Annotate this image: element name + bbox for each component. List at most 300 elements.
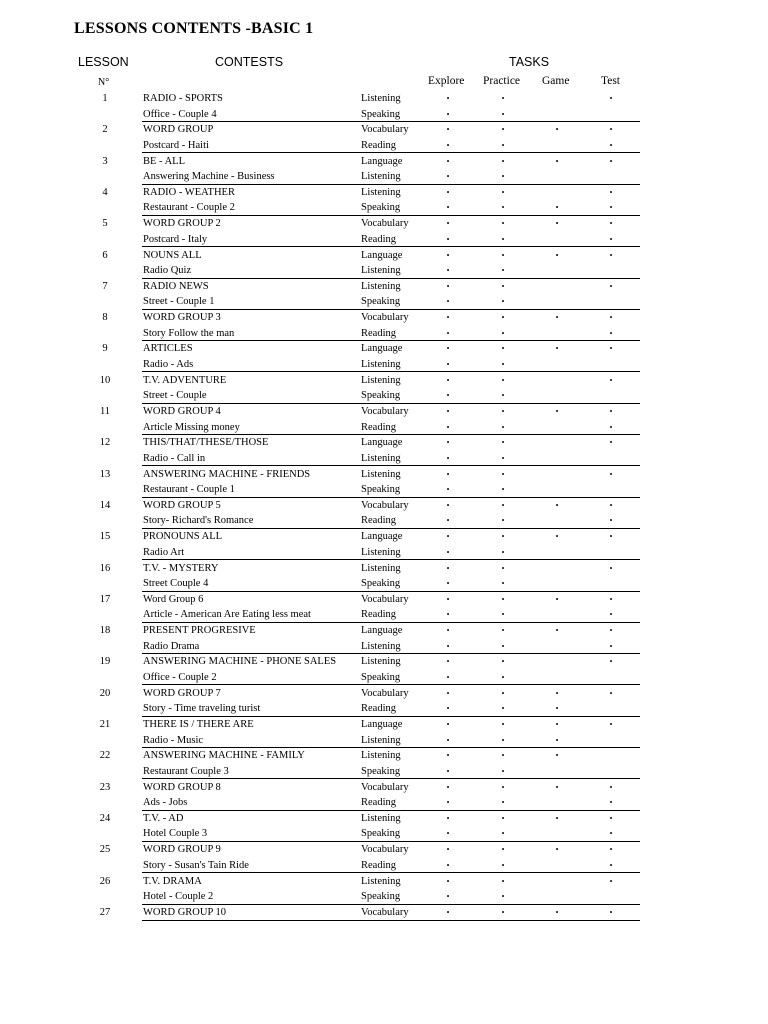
lesson-topic: Radio - Music — [143, 734, 204, 746]
lesson-skill: Language — [361, 155, 403, 167]
task-game-bullet: • — [555, 813, 559, 823]
task-game-bullet: • — [555, 203, 559, 213]
task-explore-bullet: • — [446, 516, 450, 526]
lesson-skill: Vocabulary — [361, 687, 409, 699]
lesson-line — [0, 592, 768, 607]
header-number: N° — [98, 77, 110, 88]
lesson-skill: Vocabulary — [361, 499, 409, 511]
task-explore-bullet: • — [446, 94, 450, 103]
lesson-line — [0, 373, 768, 388]
lesson-line — [0, 404, 768, 419]
lesson-topic: NOUNS ALL — [143, 249, 202, 261]
table-row — [0, 561, 768, 592]
lesson-topic: WORD GROUP 7 — [143, 687, 221, 699]
table-row — [0, 373, 768, 404]
lesson-number: 24 — [99, 812, 111, 824]
task-practice-bullet: • — [501, 735, 505, 745]
lesson-skill: Reading — [361, 609, 396, 621]
task-explore-bullet: • — [446, 219, 450, 229]
lesson-topic: Restaurant - Couple 2 — [143, 202, 235, 214]
task-test-bullet: • — [609, 688, 613, 698]
task-explore-bullet: • — [446, 563, 450, 573]
lesson-topic: Restaurant - Couple 1 — [143, 484, 235, 496]
lesson-line — [0, 420, 768, 435]
task-practice-bullet: • — [501, 798, 505, 808]
task-practice-bullet: • — [501, 422, 505, 432]
lesson-number: 16 — [99, 562, 111, 574]
task-practice-bullet: • — [501, 281, 505, 291]
task-game-bullet: • — [555, 735, 559, 745]
task-practice-bullet: • — [501, 172, 505, 182]
lesson-number: 22 — [99, 750, 111, 762]
table-row — [0, 185, 768, 216]
lesson-topic: T.V. - MYSTERY — [143, 562, 219, 574]
task-game-bullet: • — [555, 407, 559, 416]
lesson-line — [0, 388, 768, 403]
lesson-number: 20 — [99, 687, 111, 699]
task-practice-bullet: • — [501, 688, 505, 698]
lesson-number: 18 — [99, 625, 111, 637]
table-row — [0, 248, 768, 279]
lesson-line — [0, 780, 768, 795]
lesson-number: 25 — [99, 844, 111, 856]
task-explore-bullet: • — [446, 610, 450, 620]
task-test-bullet: • — [609, 641, 613, 651]
lesson-topic: Radio Quiz — [143, 265, 192, 277]
task-practice-bullet: • — [501, 109, 505, 119]
lesson-topic: Story- Richard's Romance — [143, 515, 254, 527]
task-explore-bullet: • — [446, 547, 450, 557]
lesson-line — [0, 874, 768, 889]
lesson-line — [0, 670, 768, 685]
lesson-skill: Speaking — [361, 891, 401, 903]
lesson-skill: Vocabulary — [361, 593, 409, 605]
lesson-topic: Answering Machine - Business — [143, 171, 275, 183]
task-test-bullet: • — [609, 313, 613, 323]
lesson-number: 11 — [99, 406, 111, 417]
task-practice-bullet: • — [501, 829, 505, 839]
task-test-bullet: • — [609, 516, 613, 526]
lesson-line — [0, 764, 768, 779]
lesson-number: 5 — [102, 218, 108, 230]
lesson-line — [0, 561, 768, 576]
task-practice-bullet: • — [501, 219, 505, 229]
table-row — [0, 623, 768, 654]
lesson-number: 1 — [102, 93, 108, 104]
row-divider — [142, 920, 640, 921]
lesson-skill: Vocabulary — [361, 906, 409, 918]
task-practice-bullet: • — [501, 266, 505, 276]
lesson-topic: Hotel Couple 3 — [143, 828, 208, 840]
task-test-bullet: • — [609, 375, 613, 385]
lesson-topic: WORD GROUP 5 — [143, 499, 221, 511]
lesson-number: 10 — [99, 374, 111, 386]
lesson-line — [0, 216, 768, 231]
lesson-topic: BE - ALL — [143, 155, 185, 167]
table-row — [0, 404, 768, 435]
lesson-number: 17 — [99, 593, 111, 605]
task-test-bullet: • — [609, 657, 613, 667]
table-row — [0, 467, 768, 498]
lesson-line — [0, 467, 768, 482]
lesson-skill: Listening — [361, 280, 401, 292]
task-test-bullet: • — [609, 532, 613, 542]
lesson-skill: Reading — [361, 859, 396, 871]
lesson-number: 21 — [99, 719, 111, 730]
lesson-topic: Story Follow the man — [143, 327, 235, 339]
task-test-bullet: • — [609, 829, 613, 839]
lesson-line — [0, 733, 768, 748]
table-row — [0, 717, 768, 748]
task-game-bullet: • — [555, 704, 559, 714]
task-practice-bullet: • — [501, 672, 505, 682]
task-game-bullet: • — [555, 907, 559, 917]
lesson-line — [0, 294, 768, 309]
table-row — [0, 341, 768, 372]
task-explore-bullet: • — [446, 485, 450, 495]
table-row — [0, 279, 768, 310]
table-row — [0, 216, 768, 247]
lesson-topic: PRONOUNS ALL — [143, 531, 223, 543]
task-explore-bullet: • — [446, 203, 450, 213]
lesson-line — [0, 576, 768, 591]
task-practice-bullet: • — [501, 626, 505, 636]
task-test-bullet: • — [609, 782, 613, 792]
task-game-bullet: • — [555, 313, 559, 323]
task-explore-bullet: • — [446, 266, 450, 276]
task-explore-bullet: • — [446, 782, 450, 792]
task-game-bullet: • — [555, 532, 559, 542]
task-explore-bullet: • — [446, 641, 450, 651]
task-explore-bullet: • — [446, 422, 450, 432]
lesson-line — [0, 607, 768, 622]
table-row — [0, 435, 768, 466]
lesson-topic: WORD GROUP 9 — [143, 844, 221, 856]
lesson-number: 6 — [102, 249, 108, 261]
task-game-bullet: • — [555, 782, 559, 792]
lesson-topic: WORD GROUP 8 — [143, 781, 221, 793]
lesson-topic: Street Couple 4 — [143, 578, 209, 590]
task-explore-bullet: • — [446, 626, 450, 636]
lesson-topic: Restaurant Couple 3 — [143, 765, 229, 777]
lesson-number: 13 — [99, 468, 111, 480]
task-explore-bullet: • — [446, 532, 450, 542]
table-row — [0, 654, 768, 685]
task-practice-bullet: • — [501, 453, 505, 463]
task-test-bullet: • — [609, 563, 613, 573]
task-explore-bullet: • — [446, 798, 450, 808]
task-explore-bullet: • — [446, 140, 450, 150]
lesson-skill: Listening — [361, 171, 401, 183]
lesson-topic: PRESENT PROGRESIVE — [143, 625, 256, 637]
table-row — [0, 91, 768, 122]
task-practice-bullet: • — [501, 359, 505, 369]
lesson-skill: Listening — [361, 546, 401, 558]
lesson-line — [0, 451, 768, 466]
task-practice-bullet: • — [501, 500, 505, 510]
lesson-skill: Language — [361, 343, 403, 355]
task-practice-bullet: • — [501, 751, 505, 761]
task-explore-bullet: • — [446, 688, 450, 698]
lesson-line — [0, 232, 768, 247]
task-game-bullet: • — [555, 156, 559, 166]
lesson-skill: Listening — [361, 750, 401, 762]
lesson-line — [0, 498, 768, 513]
header-tasks: TASKS — [509, 55, 550, 69]
lesson-skill: Listening — [361, 374, 401, 386]
task-test-bullet: • — [609, 500, 613, 510]
table-row — [0, 592, 768, 623]
lesson-topic: Radio - Call in — [143, 452, 206, 464]
task-practice-bullet: • — [501, 892, 505, 902]
lesson-number: 26 — [99, 875, 111, 887]
lesson-skill: Language — [361, 249, 403, 261]
task-test-bullet: • — [609, 626, 613, 636]
lesson-line — [0, 811, 768, 826]
task-game-bullet: • — [555, 250, 559, 260]
lesson-number: 19 — [99, 656, 111, 668]
lesson-topic: RADIO - SPORTS — [143, 93, 223, 104]
task-test-bullet: • — [609, 438, 613, 448]
task-game-bullet: • — [555, 594, 559, 604]
task-practice-bullet: • — [501, 94, 505, 103]
lesson-line — [0, 263, 768, 278]
task-practice-bullet: • — [501, 579, 505, 589]
lesson-skill: Listening — [361, 452, 401, 464]
task-explore-bullet: • — [446, 845, 450, 855]
lesson-skill: Vocabulary — [361, 124, 409, 136]
header-test: Test — [601, 75, 620, 87]
task-practice-bullet: • — [501, 641, 505, 651]
task-explore-bullet: • — [446, 125, 450, 135]
task-practice-bullet: • — [501, 234, 505, 244]
task-explore-bullet: • — [446, 704, 450, 714]
lesson-line — [0, 169, 768, 184]
task-test-bullet: • — [609, 234, 613, 244]
task-test-bullet: • — [609, 407, 613, 416]
task-test-bullet: • — [609, 469, 613, 479]
lesson-topic: Ads - Jobs — [143, 797, 188, 809]
task-explore-bullet: • — [446, 234, 450, 244]
lesson-line — [0, 91, 768, 106]
task-explore-bullet: • — [446, 359, 450, 369]
lesson-number: 7 — [102, 280, 108, 292]
task-explore-bullet: • — [446, 109, 450, 119]
task-test-bullet: • — [609, 813, 613, 823]
task-explore-bullet: • — [446, 892, 450, 902]
lesson-line — [0, 701, 768, 716]
header-practice: Practice — [483, 75, 521, 87]
task-game-bullet: • — [555, 219, 559, 229]
lesson-line — [0, 639, 768, 654]
lesson-topic: ANSWERING MACHINE - FAMILY — [143, 750, 305, 762]
lesson-line — [0, 858, 768, 873]
lesson-skill: Listening — [361, 358, 401, 370]
lesson-number: 12 — [99, 437, 111, 449]
table-row — [0, 905, 768, 936]
task-game-bullet: • — [555, 500, 559, 510]
task-explore-bullet: • — [446, 391, 450, 401]
task-practice-bullet: • — [501, 532, 505, 542]
lesson-skill: Reading — [361, 703, 396, 715]
task-explore-bullet: • — [446, 579, 450, 589]
task-explore-bullet: • — [446, 344, 450, 354]
lesson-topic: Radio Art — [143, 546, 185, 558]
lesson-number: 9 — [102, 343, 108, 355]
task-test-bullet: • — [609, 422, 613, 432]
page-title: LESSONS CONTENTS -BASIC 1 — [74, 20, 314, 37]
task-explore-bullet: • — [446, 187, 450, 197]
lesson-line — [0, 310, 768, 325]
task-explore-bullet: • — [446, 720, 450, 729]
task-explore-bullet: • — [446, 375, 450, 385]
task-practice-bullet: • — [501, 125, 505, 135]
lesson-line — [0, 122, 768, 137]
lesson-skill: Speaking — [361, 828, 401, 840]
task-test-bullet: • — [609, 187, 613, 197]
task-practice-bullet: • — [501, 485, 505, 495]
task-explore-bullet: • — [446, 907, 450, 917]
task-test-bullet: • — [609, 94, 613, 103]
task-practice-bullet: • — [501, 297, 505, 307]
lesson-skill: Listening — [361, 562, 401, 574]
task-game-bullet: • — [555, 751, 559, 761]
lesson-skill: Language — [361, 719, 403, 730]
task-test-bullet: • — [609, 594, 613, 604]
lesson-skill: Reading — [361, 515, 396, 527]
lesson-topic: Radio - Ads — [143, 358, 194, 370]
lesson-number: 8 — [102, 312, 108, 324]
task-game-bullet: • — [555, 720, 559, 729]
task-test-bullet: • — [609, 845, 613, 855]
task-practice-bullet: • — [501, 516, 505, 526]
table-row — [0, 748, 768, 779]
table-row — [0, 811, 768, 842]
lesson-line — [0, 905, 768, 920]
lesson-skill: Listening — [361, 468, 401, 480]
lesson-number: 23 — [99, 781, 111, 793]
lesson-topic: WORD GROUP 3 — [143, 312, 221, 324]
task-test-bullet: • — [609, 125, 613, 135]
task-explore-bullet: • — [446, 453, 450, 463]
task-explore-bullet: • — [446, 250, 450, 260]
lesson-skill: Speaking — [361, 578, 401, 590]
task-test-bullet: • — [609, 860, 613, 870]
lesson-topic: Story - Susan's Tain Ride — [143, 859, 249, 871]
task-explore-bullet: • — [446, 735, 450, 745]
lesson-number: 15 — [99, 531, 111, 543]
task-test-bullet: • — [609, 610, 613, 620]
lesson-skill: Speaking — [361, 765, 401, 777]
task-practice-bullet: • — [501, 704, 505, 714]
lesson-line — [0, 154, 768, 169]
task-explore-bullet: • — [446, 500, 450, 510]
task-explore-bullet: • — [446, 657, 450, 667]
lesson-skill: Vocabulary — [361, 312, 409, 324]
task-explore-bullet: • — [446, 469, 450, 479]
task-explore-bullet: • — [446, 407, 450, 416]
lesson-topic: Article Missing money — [143, 421, 240, 433]
lesson-line — [0, 279, 768, 294]
task-game-bullet: • — [555, 626, 559, 636]
task-explore-bullet: • — [446, 876, 450, 886]
task-practice-bullet: • — [501, 375, 505, 385]
lesson-line — [0, 185, 768, 200]
task-explore-bullet: • — [446, 766, 450, 776]
lesson-topic: Postcard - Italy — [143, 233, 208, 245]
lesson-skill: Language — [361, 437, 403, 449]
lesson-line — [0, 513, 768, 528]
task-explore-bullet: • — [446, 751, 450, 761]
lesson-skill: Speaking — [361, 296, 401, 308]
task-practice-bullet: • — [501, 547, 505, 557]
lesson-topic: Office - Couple 4 — [143, 108, 217, 120]
lesson-skill: Listening — [361, 186, 401, 198]
lesson-line — [0, 200, 768, 215]
task-explore-bullet: • — [446, 813, 450, 823]
lesson-topic: Word Group 6 — [143, 593, 204, 605]
task-test-bullet: • — [609, 344, 613, 354]
lesson-skill: Reading — [361, 327, 396, 339]
lesson-skill: Speaking — [361, 202, 401, 214]
task-test-bullet: • — [609, 798, 613, 808]
lesson-topic: WORD GROUP 10 — [143, 906, 227, 918]
task-practice-bullet: • — [501, 391, 505, 401]
task-practice-bullet: • — [501, 313, 505, 323]
task-test-bullet: • — [609, 907, 613, 917]
lesson-skill: Speaking — [361, 484, 401, 496]
lesson-line — [0, 435, 768, 450]
task-practice-bullet: • — [501, 845, 505, 855]
task-practice-bullet: • — [501, 876, 505, 886]
task-explore-bullet: • — [446, 313, 450, 323]
lesson-line — [0, 795, 768, 810]
lesson-topic: ANSWERING MACHINE - FRIENDS — [143, 468, 311, 480]
task-explore-bullet: • — [446, 860, 450, 870]
task-explore-bullet: • — [446, 829, 450, 839]
lesson-skill: Speaking — [361, 390, 401, 402]
lesson-line — [0, 842, 768, 857]
lesson-skill: Listening — [361, 265, 401, 277]
task-practice-bullet: • — [501, 563, 505, 573]
lesson-line — [0, 686, 768, 701]
lesson-skill: Vocabulary — [361, 781, 409, 793]
lesson-topic: RADIO - WEATHER — [143, 186, 235, 198]
lesson-topic: RADIO NEWS — [143, 280, 209, 292]
lesson-number: 3 — [102, 155, 108, 167]
lesson-topic: Radio Drama — [143, 640, 200, 652]
task-practice-bullet: • — [501, 203, 505, 213]
lesson-line — [0, 889, 768, 904]
task-explore-bullet: • — [446, 328, 450, 338]
table-row — [0, 686, 768, 717]
task-practice-bullet: • — [501, 657, 505, 667]
lesson-topic: Street - Couple — [143, 390, 207, 402]
task-test-bullet: • — [609, 281, 613, 291]
task-explore-bullet: • — [446, 438, 450, 448]
lesson-number: 4 — [102, 186, 108, 198]
lesson-skill: Language — [361, 531, 403, 543]
lesson-skill: Listening — [361, 93, 401, 104]
lesson-line — [0, 107, 768, 122]
task-practice-bullet: • — [501, 140, 505, 150]
task-practice-bullet: • — [501, 250, 505, 260]
task-practice-bullet: • — [501, 407, 505, 416]
task-explore-bullet: • — [446, 172, 450, 182]
lesson-skill: Listening — [361, 875, 401, 887]
task-game-bullet: • — [555, 344, 559, 354]
lesson-skill: Vocabulary — [361, 218, 409, 230]
